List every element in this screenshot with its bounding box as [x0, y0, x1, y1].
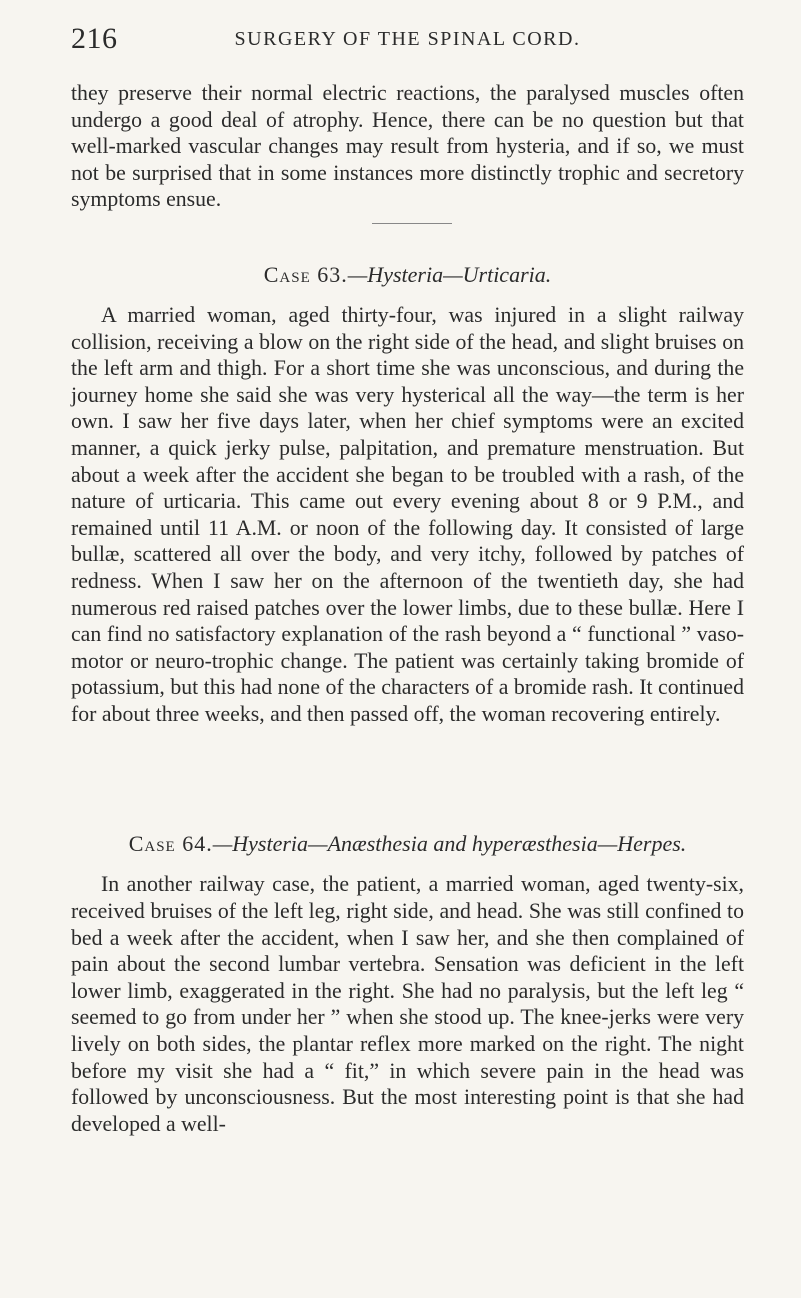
section-divider — [372, 223, 452, 224]
case-64-title: —Hysteria—Anæsthesia and hyperæsthesia—Herpes. — [212, 831, 687, 857]
case-64-label: Case 64. — [128, 831, 213, 857]
case-64-paragraph: In another railway case, the patient, a married woman, aged twenty-six, received bruises of the left leg, right side, and head. She was still confined to bed a week after the accident, when I saw her, and she then complained of pain about the second lumbar vertebra. Sensation was deficient in the left lower limb, exaggerated in the right. She had no paralysis, but the left leg “ seemed to go from under her ” when she stood up. The knee-jerks were very lively on both sides, the plantar reflex more marked on the right. The night before my visit she had a “ fit,” in which severe pain in the head was followed by unconsciousness. But the most interesting point is that she had developed a well- — [71, 872, 744, 1136]
opening-paragraph: they preserve their normal electric reactions, the paralysed muscles often undergo a good deal of atrophy. Hence, there can be no question but that well-marked vascular changes may result from hysteria, and if so, we must not be surprised that in some instances more distinctly trophic and secretory symptoms ensue. — [71, 81, 744, 212]
book-page — [71, 18, 744, 1137]
running-title: SURGERY OF THE SPINAL CORD. — [234, 28, 581, 50]
case-63-label: Case 63. — [263, 261, 348, 287]
case-63-title: —Hysteria—Urticaria. — [347, 261, 552, 287]
case-64-heading — [71, 831, 744, 857]
page-number: 216 — [71, 22, 118, 55]
case-63-heading — [71, 262, 744, 288]
case-63-paragraph: A married woman, aged thirty-four, was injured in a slight railway collision, receiving a blow on the right side of the head, and slight bruises on the left arm and thigh. For a short time she was unconscious, and during the journey home she said she was very hysterical all the way—the term is her own. I saw her five days later, when her chief symptoms were an excited manner, a quick jerky pulse, palpitation, and premature menstruation. But about a week after the accident she began to be troubled with a rash, of the nature of urticaria. This came out every evening about 8 or 9 P.M., and remained until 11 A.M. or noon of the following day. It consisted of large bullæ, scattered all over the body, and very itchy, followed by patches of redness. When I saw her on the afternoon of the twentieth day, she had numerous red raised patches over the lower limbs, due to these bullæ. Here I can find no satisfactory explanation of the rash beyond a “ functional ” vaso-motor or neuro-trophic change. The patient was certainly taking bromide of potassium, but this had none of the characters of a bromide rash. It continued for about three weeks, and then passed off, the woman recovering entirely. — [71, 302, 744, 726]
running-head — [71, 18, 744, 58]
